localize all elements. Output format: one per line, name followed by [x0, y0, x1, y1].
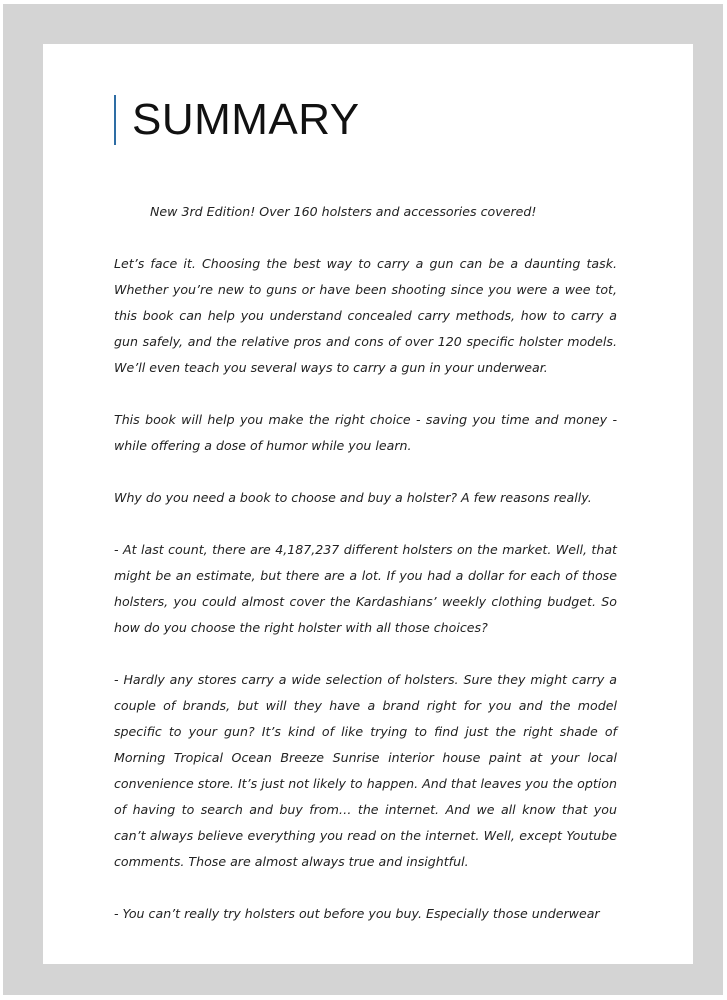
page-title: SUMMARY: [132, 95, 360, 144]
edition-subtitle: New 3rd Edition! Over 160 holsters and accessories covered!: [150, 204, 537, 219]
title-block: [114, 95, 360, 145]
page-frame: [3, 4, 723, 995]
title-accent-bar: [114, 95, 116, 145]
summary-body: [114, 199, 617, 927]
paragraph-intro: Let’s face it. Choosing the best way to carry a gun can be a daunting task. Whether you’re new to guns or have been shooting since you were a wee tot, this book can help you understand concealed carry methods, how to carry a gun safely, and the relative pros and cons of over 120 specific holster models. We’ll even teach you several ways to carry a gun in your underwear.: [114, 256, 617, 375]
paragraph-reason-stores: - Hardly any stores carry a wide selection of holsters. Sure they might carry a couple of brands, but will they have a brand right for you and the model specific to your gun? It’s kind of like trying to find just the right shade of Morning Tropical Ocean Breeze Sunrise interior house paint at your local convenience store. It’s just not likely to happen. And that leaves you the option of having to search and buy from… the internet. And we all know that you can’t always believe everything you read on the internet. Well, except Youtube comments. Those are almost always true and insightful.: [114, 672, 617, 869]
paragraph-reasons: Why do you need a book to choose and buy a holster? A few reasons really.: [114, 490, 592, 505]
paragraph-reason-count: - At last count, there are 4,187,237 different holsters on the market. Well, that might be an estimate, but there are a lot. If you had a dollar for each of those holsters, you could almost cover the Kardashians’ weekly clothing budget. So how do you choose the right holster with all those choices?: [114, 542, 617, 635]
paragraph-reason-try: - You can’t really try holsters out before you buy. Especially those underwear: [114, 906, 600, 921]
paragraph-choice: This book will help you make the right choice - saving you time and money - while offering a dose of humor while you learn.: [114, 412, 617, 453]
document-page: [43, 44, 693, 964]
